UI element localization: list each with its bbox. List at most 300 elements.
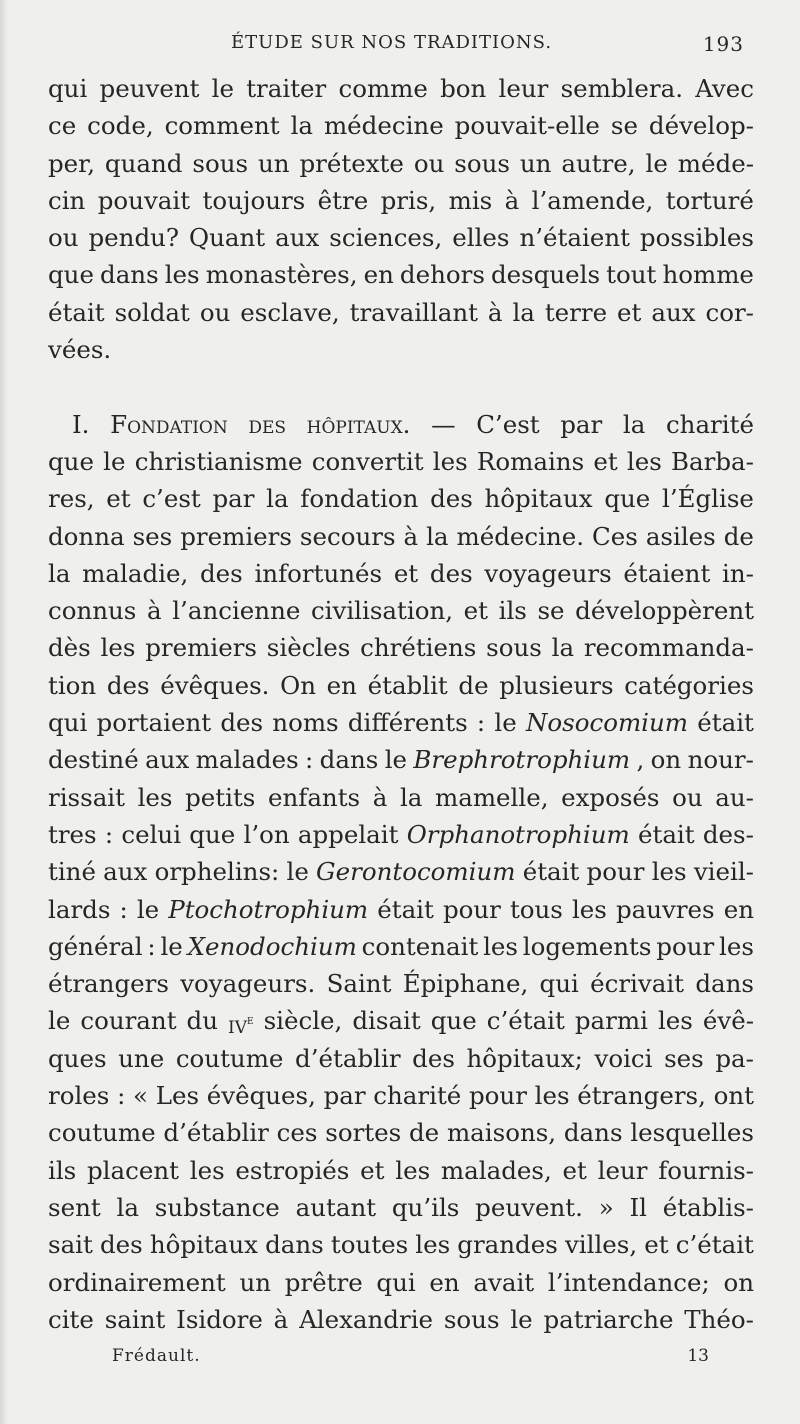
word: voyageurs [484, 558, 612, 588]
word: substance [154, 1192, 280, 1222]
word: en [429, 1267, 460, 1297]
word: et [617, 297, 642, 327]
word: les [657, 1006, 693, 1036]
word: à [372, 782, 388, 812]
word: les [137, 782, 173, 812]
word: dans [100, 260, 159, 290]
word: ils [48, 1155, 77, 1185]
word: la [48, 558, 71, 588]
word: , [636, 745, 645, 775]
word: se [537, 596, 565, 626]
text-line [48, 1189, 754, 1226]
word: aux [275, 223, 320, 253]
text-line [48, 182, 754, 219]
word: nour- [687, 745, 754, 775]
word: pa- [715, 1043, 754, 1073]
word: aux [651, 297, 696, 327]
word: mamelle, [434, 782, 549, 812]
word: possibles [639, 223, 754, 253]
word: de [408, 1118, 440, 1148]
word: les [100, 633, 136, 663]
word: l’amende, [531, 185, 654, 215]
word: : [117, 1081, 126, 1111]
word: c’est [142, 484, 201, 514]
word: le [211, 74, 234, 103]
word: Ptochotrophium [168, 894, 369, 924]
word: le [103, 446, 126, 476]
word: prêtre [284, 1267, 363, 1297]
word: sous [443, 1304, 500, 1334]
word: au- [715, 782, 754, 812]
word: sait [48, 1230, 93, 1260]
word: était [48, 297, 105, 327]
word: contenait [361, 931, 479, 961]
word: des [106, 670, 150, 700]
text-line [48, 555, 754, 592]
text-line [48, 1226, 754, 1263]
word: les [571, 894, 607, 924]
word: et [360, 1155, 385, 1185]
text-line [48, 406, 754, 443]
word: les [626, 446, 662, 476]
word: coutume [48, 1118, 156, 1148]
word: : [104, 819, 114, 849]
word: enfants [267, 782, 361, 812]
word: tres [48, 819, 97, 849]
word: peuvent [99, 74, 200, 103]
word: une [118, 1043, 165, 1073]
word: : [305, 745, 314, 775]
word: leur [597, 1155, 648, 1185]
word: était [637, 819, 695, 849]
word: évê- [702, 1006, 754, 1036]
word: le [286, 857, 309, 887]
word: établis- [662, 1192, 754, 1222]
word: « [133, 1081, 149, 1111]
word: l’intendance; [547, 1267, 710, 1297]
text-line [48, 1152, 754, 1189]
word: Avec [695, 74, 754, 103]
word: Quant [189, 223, 266, 253]
word: un [239, 1267, 272, 1297]
text-line [48, 704, 754, 741]
word: n’étaient [519, 223, 630, 253]
word: bon [440, 74, 487, 103]
word: cor- [705, 297, 754, 327]
word: dévelop- [648, 111, 754, 141]
word: toutes [330, 1230, 409, 1260]
word: des [99, 1230, 143, 1260]
word: » [598, 1192, 614, 1222]
word: dans [319, 745, 379, 775]
word: malades [195, 745, 299, 775]
word: sortes [325, 1118, 402, 1148]
word: Théo- [684, 1304, 754, 1334]
word: en [363, 260, 394, 290]
word: aux [145, 745, 190, 775]
word: e [247, 1013, 254, 1029]
text-line [48, 853, 754, 890]
word: les [483, 931, 518, 961]
text-line [48, 443, 754, 480]
word: Xenodochium [187, 931, 357, 961]
word: et [463, 596, 489, 626]
word: lesquelles [630, 1118, 754, 1148]
word: la [622, 409, 646, 439]
word: les [534, 1081, 570, 1111]
word: pour [442, 894, 501, 924]
word: tous [509, 894, 563, 924]
word: vées. [48, 335, 112, 365]
word: : [147, 931, 156, 961]
word: avait [473, 1267, 535, 1297]
page-footer [112, 1346, 712, 1370]
word: civilisation, [310, 596, 454, 626]
word: connus [48, 596, 137, 626]
word: le [645, 148, 668, 178]
text-line [48, 592, 754, 629]
word: Barba- [671, 446, 754, 476]
word: à [504, 185, 520, 215]
word: : [476, 708, 486, 738]
word: estropiés [235, 1155, 350, 1185]
word: patriarche [543, 1304, 674, 1334]
word: disait [352, 1006, 421, 1036]
word: c’était [675, 1230, 754, 1260]
word: dans [695, 969, 754, 999]
word: ou [672, 782, 703, 812]
word: autre, [561, 148, 636, 178]
word: Il [629, 1192, 647, 1222]
word: le [160, 931, 183, 961]
word: Alexandrie [299, 1304, 434, 1334]
word: l’on [243, 819, 290, 849]
word: saint [104, 1304, 166, 1334]
word: ou [413, 148, 445, 178]
word: des [430, 484, 473, 514]
word: du [186, 1006, 219, 1036]
word: des [412, 1043, 455, 1073]
word: et [644, 1230, 669, 1260]
word: évêques. [160, 670, 270, 700]
word: le [136, 894, 160, 924]
word: rissait [48, 782, 125, 812]
word: de [723, 521, 754, 551]
word: évêques, [206, 1081, 316, 1111]
word: en [723, 894, 754, 924]
word: la [426, 521, 449, 551]
word: tout [606, 260, 657, 290]
word: coutume [175, 1043, 284, 1073]
word: à [147, 596, 162, 626]
word: dans [563, 1118, 623, 1148]
word: comment [164, 111, 280, 141]
word: hôpitaux. [306, 409, 411, 439]
word: parmi [574, 1006, 648, 1036]
word: celui [121, 819, 182, 849]
word: : [119, 894, 128, 924]
word: courant [80, 1006, 177, 1036]
text-line [48, 331, 754, 368]
word: soldat [114, 297, 190, 327]
word: cin [48, 185, 86, 215]
word: donna [48, 521, 125, 551]
text-line [48, 816, 754, 853]
word: général [48, 931, 143, 961]
word: ils [498, 596, 527, 626]
word: hôpitaux [149, 1230, 258, 1260]
text-line [48, 256, 754, 293]
text-line [48, 1077, 754, 1114]
word: ses [664, 1043, 704, 1073]
word: ou [48, 223, 79, 253]
word: dehors [399, 260, 485, 290]
word: les [718, 931, 754, 961]
word: on [723, 1267, 754, 1297]
word: villes, [564, 1230, 638, 1260]
word: différents [347, 708, 468, 738]
word: per, [48, 148, 95, 178]
word: travaillant [349, 297, 478, 327]
word: pour [586, 857, 645, 887]
word: que [604, 484, 651, 514]
text-line [48, 891, 754, 928]
word: la [290, 111, 314, 141]
word: des [220, 708, 264, 738]
word: destiné [48, 745, 139, 775]
text-line [48, 518, 754, 555]
word: d’établir [163, 1118, 269, 1148]
word: écrivait [590, 969, 685, 999]
word: à [487, 297, 503, 327]
word: maisons, [446, 1118, 557, 1148]
word: appelait [297, 819, 399, 849]
word: charité [665, 409, 754, 439]
word: Ces [592, 521, 638, 551]
text-line [48, 145, 754, 182]
word: premiers [145, 633, 257, 663]
word: pendu? [88, 223, 180, 253]
word: un [258, 148, 290, 178]
word: des- [702, 819, 754, 849]
word: des [199, 558, 243, 588]
word: tiné [48, 857, 96, 887]
word: qui [48, 74, 88, 103]
page-number: 193 [702, 32, 744, 56]
word: les [164, 260, 200, 290]
word: Saint [326, 969, 392, 999]
word: à [403, 521, 419, 551]
word: Fondation [110, 409, 228, 439]
word: I. [72, 409, 90, 439]
word: on [650, 745, 682, 775]
word: en [326, 670, 357, 700]
word: prétexte [299, 148, 404, 178]
word: toujours [202, 185, 306, 215]
word: torturé [665, 185, 754, 215]
word: que [48, 260, 94, 290]
word: Nosocomium [525, 708, 689, 738]
word: roles [48, 1081, 110, 1111]
word: étaient [623, 558, 711, 588]
word: premiers [180, 521, 292, 551]
word: l’ancienne [172, 596, 301, 626]
word: plusieurs [499, 670, 614, 700]
word: le [48, 1006, 71, 1036]
word: asiles [645, 521, 716, 551]
word: médecine [323, 111, 444, 141]
word: Isidore [176, 1304, 263, 1334]
text-line [48, 779, 754, 816]
word: ques [48, 1043, 107, 1073]
word: Orphanotrophium [406, 819, 630, 849]
word: ordinairement [48, 1267, 226, 1297]
word: était [522, 857, 580, 887]
word: christianisme [134, 446, 303, 476]
word: dès [48, 633, 91, 663]
word: tion [48, 670, 97, 700]
text-line [48, 1301, 754, 1338]
word: On [280, 670, 316, 700]
word: se [610, 111, 638, 141]
word: qui [48, 708, 88, 738]
text-line [48, 1114, 754, 1151]
word: code, [87, 111, 154, 141]
word: établit [367, 670, 448, 700]
word: les [432, 446, 468, 476]
word: peuvent. [475, 1192, 583, 1222]
text-line [48, 1264, 754, 1301]
text-line [48, 667, 754, 704]
word: qu’ils [391, 1192, 460, 1222]
word: ou [199, 297, 231, 327]
text-line [48, 741, 754, 778]
word: terre [544, 297, 608, 327]
word: noms [272, 708, 339, 738]
word: desquels [490, 260, 601, 290]
text-line [48, 70, 754, 107]
word: ses [132, 521, 173, 551]
signature-mark: Frédault. [112, 1346, 201, 1366]
text-line [48, 480, 754, 517]
word: aux [103, 857, 148, 887]
text-line [48, 107, 754, 144]
word: charité [373, 1081, 462, 1111]
word: être [317, 185, 369, 215]
word: à [273, 1304, 289, 1334]
word: était [377, 894, 434, 924]
word: méde- [677, 148, 754, 178]
word: placent [87, 1155, 179, 1185]
word: fondation [300, 484, 419, 514]
word: par [323, 1081, 366, 1111]
word: qui [539, 969, 579, 999]
word: siècle, [263, 1006, 343, 1036]
word: pouvait [97, 185, 191, 215]
word: autant [295, 1192, 377, 1222]
word: sous [454, 148, 510, 178]
word: pauvres [615, 894, 715, 924]
word: logements [522, 931, 652, 961]
word: pour [468, 1081, 527, 1111]
word: traiter [246, 74, 327, 103]
word: de [458, 670, 489, 700]
word: ces [276, 1118, 318, 1148]
word: d’établir [295, 1043, 401, 1073]
text-line [48, 1040, 754, 1077]
word: était [697, 708, 754, 738]
paragraph-gap [48, 368, 754, 405]
word: dans [265, 1230, 324, 1260]
word: hôpitaux; [466, 1043, 583, 1073]
word: petits [185, 782, 256, 812]
running-title: ÉTUDE SUR NOS TRADITIONS. [231, 32, 553, 53]
text-line [48, 629, 754, 666]
text-line [48, 294, 754, 331]
word: ont [713, 1081, 754, 1111]
word: voici [594, 1043, 653, 1073]
body-text [48, 70, 754, 1338]
word: et [106, 484, 131, 514]
word: C’est [476, 409, 540, 439]
word: que [48, 446, 94, 476]
text-line [48, 928, 754, 965]
gathering-number: 13 [687, 1346, 709, 1366]
word: et [393, 558, 419, 588]
text-line [48, 219, 754, 256]
word: les [189, 1155, 225, 1185]
word: orphelins: [154, 857, 280, 887]
running-head [56, 32, 746, 58]
word: homme [662, 260, 754, 290]
word: médecine. [456, 521, 585, 551]
word: leur [498, 74, 549, 103]
word: Brephrotrophium [413, 745, 631, 775]
word: cite [48, 1304, 94, 1334]
word: pour [656, 931, 715, 961]
word: elles [452, 223, 510, 253]
word: sciences, [329, 223, 443, 253]
word: hôpitaux [484, 484, 593, 514]
word: mis [448, 185, 493, 215]
word: secours [299, 521, 396, 551]
word: le [384, 745, 408, 775]
page-edge-shadow [0, 0, 8, 1424]
word: voyageurs. [180, 969, 316, 999]
word: sous [192, 148, 249, 178]
word: catégories [624, 670, 754, 700]
word: fournis- [658, 1155, 754, 1185]
word: vieil- [693, 857, 754, 887]
word: ce [48, 111, 77, 141]
word: quand [104, 148, 183, 178]
word: exposés [561, 782, 660, 812]
word: lards [48, 894, 111, 924]
word: $iv^e$ [228, 1010, 254, 1040]
word: grandes [457, 1230, 558, 1260]
text-line [48, 965, 754, 1002]
word: siècles [266, 633, 351, 663]
word: malades, [440, 1155, 552, 1185]
word: c’était [486, 1006, 565, 1036]
word: Romains [476, 446, 585, 476]
word: le [510, 1304, 533, 1334]
word: des [248, 409, 287, 439]
word: le [494, 708, 517, 738]
word: pouvait-elle [454, 111, 600, 141]
word: des [429, 558, 473, 588]
word: la [512, 297, 535, 327]
